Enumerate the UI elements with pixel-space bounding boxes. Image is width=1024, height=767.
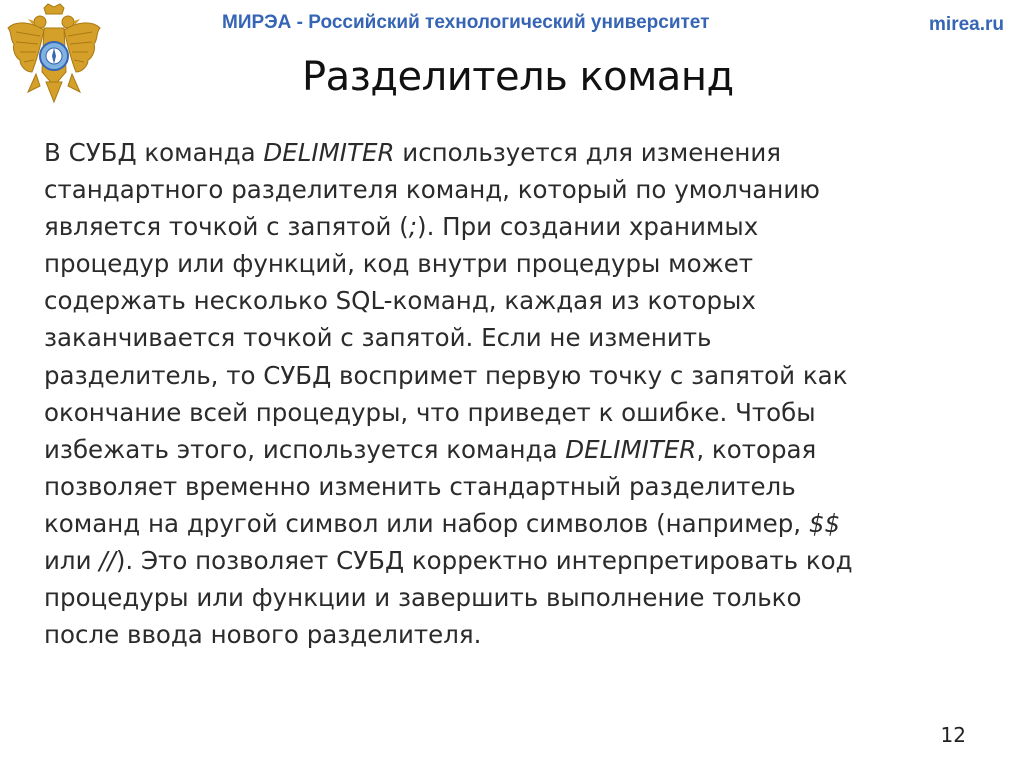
body-line: [44, 579, 974, 616]
body-line: [44, 357, 974, 394]
body-text-run: используется для изменения: [394, 138, 782, 167]
slide-title: Разделитель команд: [302, 54, 734, 100]
body-line: [44, 505, 974, 542]
body-text-run: стандартного разделителя команд, который по умолчанию: [44, 175, 820, 205]
body-text-run: команд на другой символ или набор символов (например,: [44, 508, 809, 538]
body-text-run: содержать несколько SQL-команд, каждая из которых: [44, 286, 756, 316]
body-code-term: DELIMITER: [565, 434, 697, 464]
page-number: 12: [940, 723, 966, 747]
body-text-run: процедур или функций, код внутри процедуры может: [44, 249, 754, 279]
body-code-term: //: [99, 546, 116, 576]
body-line: [44, 542, 974, 579]
header-university-title: МИРЭА - Российский технологический университет: [222, 12, 710, 33]
body-line: [44, 468, 974, 505]
body-text-run: окончание всей процедуры, что приведет к ошибке. Чтобы: [44, 397, 816, 427]
body-text-run: процедуры или функции и завершить выполнение только: [44, 583, 802, 613]
body-line: [44, 134, 974, 171]
body-text-run: является точкой с запятой (: [44, 212, 409, 242]
body-text-run: разделитель, то СУБД воспримет первую точку с запятой как: [44, 360, 848, 390]
body-line: [44, 282, 974, 319]
body-text-run: ). При создании хранимых: [417, 212, 759, 242]
header-site-link[interactable]: mirea.ru: [929, 14, 1004, 35]
body-text-run: позволяет временно изменить стандартный разделитель: [44, 471, 796, 501]
body-text-run: , которая: [696, 434, 817, 464]
body-line: [44, 616, 974, 653]
body-code-term: $$: [808, 508, 841, 538]
body-line: [44, 208, 974, 245]
body-text-run: или: [44, 546, 100, 576]
body-text-run: В СУБД команда: [44, 138, 264, 167]
body-text-run: заканчивается точкой с запятой. Если не изменить: [44, 323, 712, 353]
body-line: [44, 431, 974, 468]
slide-body-text: [44, 134, 974, 653]
body-text-run: избежать этого, используется команда: [44, 434, 566, 464]
body-code-term: ;: [408, 212, 418, 242]
body-line: [44, 245, 974, 282]
body-code-term: DELIMITER: [263, 138, 395, 167]
body-line: [44, 394, 974, 431]
body-text-run: ). Это позволяет СУБД корректно интерпретировать код: [115, 546, 853, 576]
double-headed-eagle-emblem-icon: [6, 2, 102, 106]
body-text-run: после ввода нового разделителя.: [44, 620, 482, 650]
body-line: [44, 319, 974, 356]
body-line: [44, 171, 974, 208]
